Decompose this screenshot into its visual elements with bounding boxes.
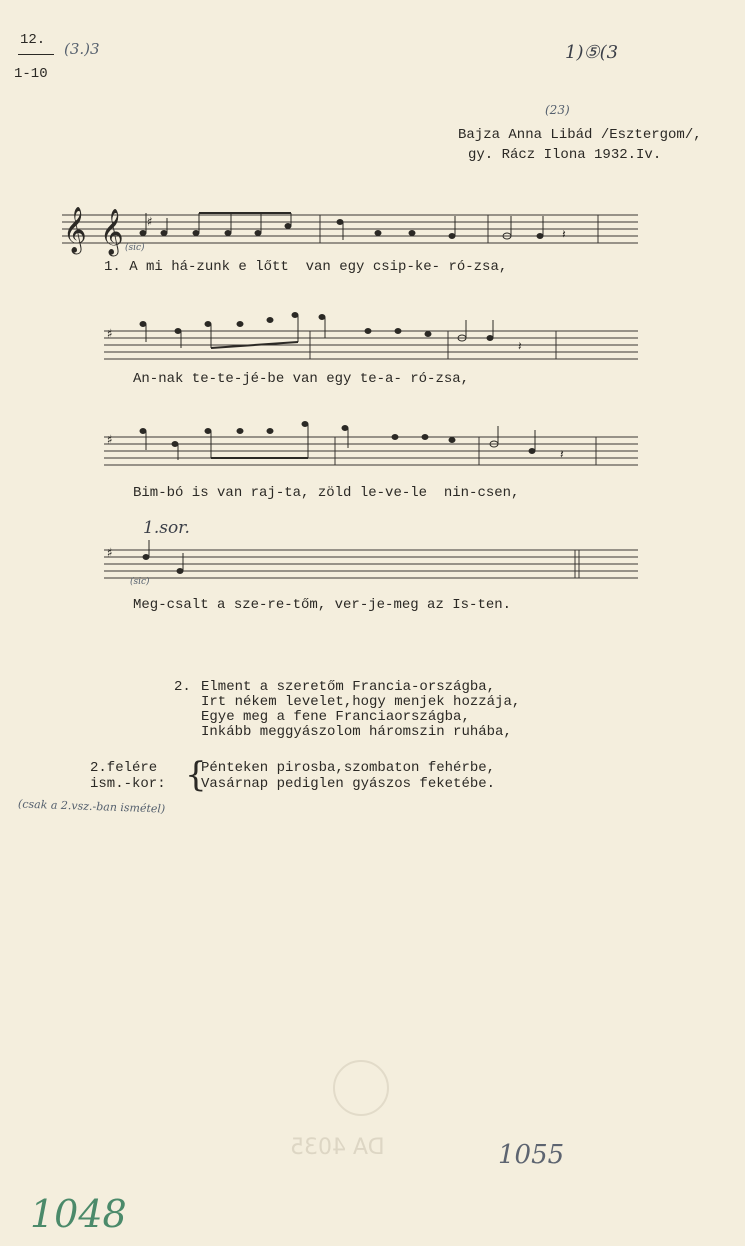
lyrics-line-3: Bim-bó is van raj-ta, zöld le-ve-le nin-csen, bbox=[133, 485, 520, 501]
singer-line: gy. Rácz Ilona 1932.Iv. bbox=[468, 147, 662, 163]
lyrics-line-2: An-nak te-te-jé-be van egy te-a- ró-zsa, bbox=[133, 371, 470, 387]
catalog-range: 1-10 bbox=[14, 66, 48, 82]
verse-line: Elment a szeretőm Francia-országba, bbox=[201, 679, 496, 695]
staff-3-notes bbox=[140, 422, 535, 461]
verse-line: Egye meg a fene Franciaországba, bbox=[201, 709, 470, 725]
refrain-line: Vasárnap pediglen gyászos feketébe. bbox=[201, 776, 496, 792]
verse-line: Irt nékem levelet,hogy menjek hozzája, bbox=[201, 694, 521, 710]
handwritten-note: (3.)3 bbox=[64, 40, 100, 58]
lyrics-line-4: Meg-csalt a sze-re-tőm, ver-je-meg az Is-ten. bbox=[133, 597, 512, 613]
handwritten-number: 1055 bbox=[498, 1140, 565, 1170]
line-reference-note: 1.sor. bbox=[143, 518, 190, 538]
sic-note: (sic) bbox=[130, 577, 150, 587]
catalog-number: 12. bbox=[20, 32, 46, 48]
rest-icon: 𝄽 bbox=[562, 227, 566, 241]
refrain-label: 2.felére bbox=[90, 760, 158, 776]
green-inventory-number: 1048 bbox=[30, 1192, 127, 1236]
rest-icon: 𝄽 bbox=[560, 447, 564, 461]
verse-line: Inkább meggyászolom háromszin ruhába, bbox=[201, 724, 512, 740]
sharp-icon: ♯ bbox=[106, 327, 114, 342]
treble-clef-icon: 𝄞 bbox=[100, 209, 124, 255]
staff-2 bbox=[104, 331, 638, 359]
sharp-icon: ♯ bbox=[146, 215, 154, 230]
staff-2-notes bbox=[140, 313, 493, 349]
staff-4 bbox=[104, 550, 638, 578]
lyrics-line-1: 1. A mi há-zunk e lőtt van egy csip-ke- ró-zsa, bbox=[104, 259, 508, 275]
treble-clef-icon: 𝄞 bbox=[63, 207, 87, 253]
stamp-icon bbox=[333, 1060, 389, 1116]
handwritten-code: 1)⑤(3 bbox=[565, 42, 619, 63]
sharp-icon: ♯ bbox=[106, 433, 114, 448]
faded-stamp: DA 4035 bbox=[290, 1135, 385, 1160]
handwritten-number: (23) bbox=[545, 103, 570, 117]
sic-note: (sic) bbox=[125, 243, 145, 253]
rest-icon: 𝄽 bbox=[518, 339, 522, 353]
collector-line: Bajza Anna Libád /Esztergom/, bbox=[458, 127, 702, 143]
staff-3 bbox=[104, 437, 638, 465]
refrain-line: Pénteken pirosba,szombaton fehérbe, bbox=[201, 760, 496, 776]
refrain-label: ism.-kor: bbox=[90, 776, 166, 792]
sharp-icon: ♯ bbox=[106, 546, 114, 561]
verse-number: 2. bbox=[174, 679, 191, 695]
brace-icon: { bbox=[185, 755, 207, 795]
handwritten-note: (csak a 2.vsz.-ban ismétel) bbox=[17, 797, 166, 816]
